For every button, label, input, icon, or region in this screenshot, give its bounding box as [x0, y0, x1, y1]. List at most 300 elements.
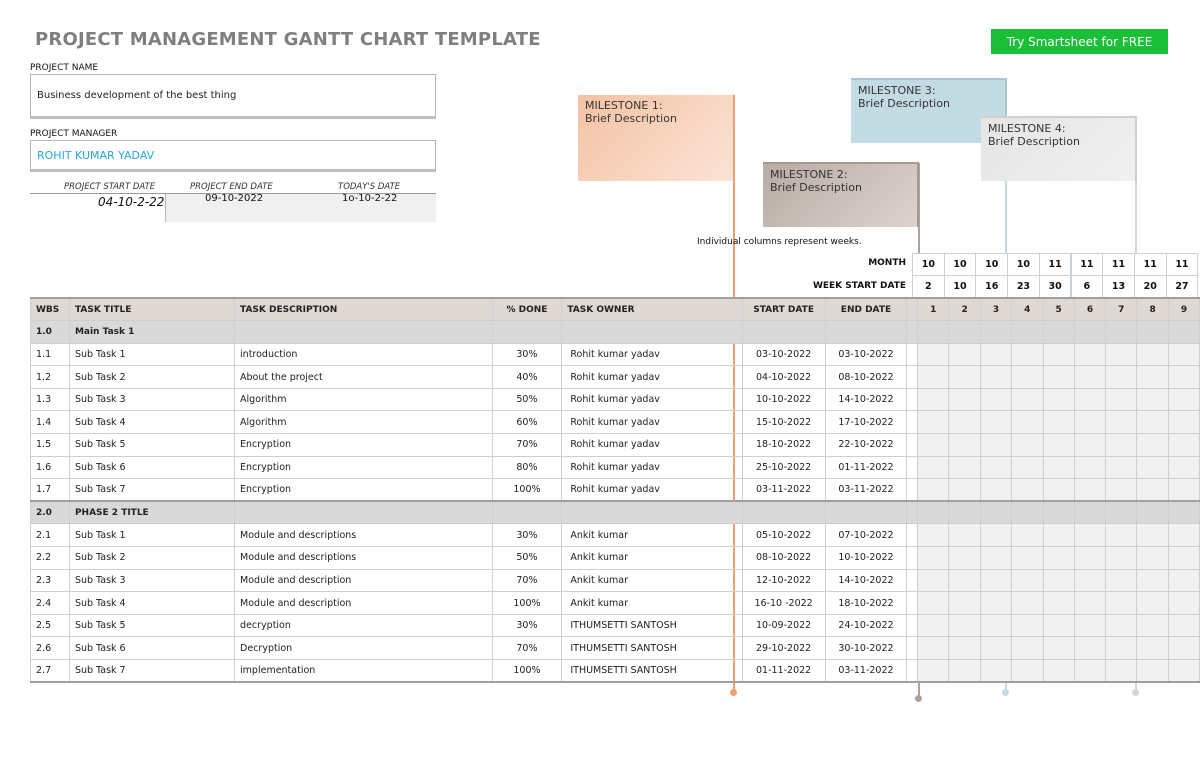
gantt-week-cell[interactable]: [918, 547, 949, 570]
cell-title[interactable]: Sub Task 7: [69, 479, 234, 502]
gantt-week-cell[interactable]: [1169, 569, 1200, 592]
task-row[interactable]: [31, 434, 1200, 457]
gantt-week-cell[interactable]: [981, 637, 1012, 660]
cell-owner[interactable]: Rohit kumar yadav: [562, 479, 742, 502]
cell-done[interactable]: 100%: [492, 592, 562, 615]
column-header-start: START DATE: [742, 298, 825, 321]
cell-wbs[interactable]: 1.7: [31, 479, 70, 502]
week-start-cell: 16: [975, 275, 1008, 298]
gantt-week-cell[interactable]: [1074, 411, 1106, 434]
gantt-week-cell[interactable]: [1137, 479, 1169, 502]
gantt-week-cell[interactable]: [1011, 524, 1043, 547]
gantt-week-cell[interactable]: [1137, 388, 1169, 411]
gantt-week-cell[interactable]: [1106, 660, 1137, 683]
gantt-week-cell[interactable]: [1011, 411, 1043, 434]
week-number-header: 8: [1137, 298, 1169, 321]
gantt-week-cell[interactable]: [1106, 366, 1137, 389]
gantt-week-cell[interactable]: [1074, 434, 1106, 457]
gantt-week-cell[interactable]: [981, 614, 1012, 637]
cell-end[interactable]: 14-10-2022: [825, 569, 907, 592]
cell-done[interactable]: 40%: [492, 366, 562, 389]
task-row[interactable]: [31, 614, 1200, 637]
gantt-week-cell[interactable]: [1169, 343, 1200, 366]
cell-title[interactable]: Sub Task 5: [69, 614, 234, 637]
cell-done[interactable]: 100%: [492, 660, 562, 683]
gantt-week-cell[interactable]: [1043, 411, 1074, 434]
gantt-week-cell[interactable]: [949, 479, 981, 502]
gantt-week-cell[interactable]: [918, 501, 949, 524]
spacer-cell: [907, 411, 918, 434]
gantt-week-cell[interactable]: [1043, 343, 1074, 366]
gantt-week-cell[interactable]: [918, 524, 949, 547]
gantt-week-cell[interactable]: [1106, 411, 1137, 434]
cell-done[interactable]: 80%: [492, 456, 562, 479]
cell-end[interactable]: 03-11-2022: [825, 660, 907, 683]
cell-done[interactable]: [492, 501, 562, 524]
cell-title[interactable]: Sub Task 7: [69, 660, 234, 683]
gantt-week-cell[interactable]: [1011, 456, 1043, 479]
cell-owner[interactable]: Ankit kumar: [562, 592, 742, 615]
task-row[interactable]: [31, 547, 1200, 570]
phase-row[interactable]: [31, 321, 1200, 344]
gantt-week-cell[interactable]: [1169, 411, 1200, 434]
cell-start[interactable]: 08-10-2022: [742, 547, 825, 570]
cell-wbs[interactable]: 1.4: [31, 411, 70, 434]
cell-wbs[interactable]: 1.0: [31, 321, 70, 344]
gantt-week-cell[interactable]: [949, 321, 981, 344]
cell-end[interactable]: 22-10-2022: [825, 434, 907, 457]
task-row[interactable]: [31, 388, 1200, 411]
gantt-week-cell[interactable]: [1137, 637, 1169, 660]
todays-date-value[interactable]: 1o-10-2-22: [342, 193, 398, 204]
cell-title[interactable]: Sub Task 1: [69, 524, 234, 547]
cell-desc[interactable]: Module and description: [235, 569, 493, 592]
gantt-week-cell[interactable]: [1106, 321, 1137, 344]
cell-owner[interactable]: Rohit kumar yadav: [562, 366, 742, 389]
gantt-week-cell[interactable]: [1137, 343, 1169, 366]
gantt-week-cell[interactable]: [1137, 660, 1169, 683]
cell-title[interactable]: PHASE 2 TITLE: [69, 501, 234, 524]
cell-wbs[interactable]: 2.4: [31, 592, 70, 615]
cell-done[interactable]: 50%: [492, 388, 562, 411]
cell-end[interactable]: 08-10-2022: [825, 366, 907, 389]
gantt-week-cell[interactable]: [1011, 321, 1043, 344]
gantt-week-cell[interactable]: [1043, 456, 1074, 479]
cell-end[interactable]: 18-10-2022: [825, 592, 907, 615]
gantt-week-cell[interactable]: [1137, 592, 1169, 615]
cell-start[interactable]: 04-10-2022: [742, 366, 825, 389]
cell-desc[interactable]: Module and descriptions: [235, 524, 493, 547]
cell-done[interactable]: 100%: [492, 479, 562, 502]
gantt-week-cell[interactable]: [1169, 501, 1200, 524]
cell-owner[interactable]: ITHUMSETTI SANTOSH: [562, 637, 742, 660]
task-row[interactable]: [31, 569, 1200, 592]
cell-done[interactable]: 70%: [492, 637, 562, 660]
cell-start[interactable]: [742, 501, 825, 524]
gantt-week-cell[interactable]: [1043, 321, 1074, 344]
cell-desc[interactable]: About the project: [235, 366, 493, 389]
gantt-week-cell[interactable]: [1074, 637, 1106, 660]
milestone-1-box[interactable]: [578, 95, 735, 181]
gantt-week-cell[interactable]: [981, 547, 1012, 570]
cell-start[interactable]: 01-11-2022: [742, 660, 825, 683]
gantt-week-cell[interactable]: [1137, 524, 1169, 547]
cell-owner[interactable]: [562, 501, 742, 524]
cell-wbs[interactable]: 2.0: [31, 501, 70, 524]
milestone-2-box[interactable]: [763, 162, 919, 227]
gantt-week-cell[interactable]: [949, 501, 981, 524]
task-row[interactable]: [31, 366, 1200, 389]
gantt-week-cell[interactable]: [1074, 524, 1106, 547]
cell-start[interactable]: 05-10-2022: [742, 524, 825, 547]
gantt-week-cell[interactable]: [1106, 614, 1137, 637]
cell-end[interactable]: [825, 501, 907, 524]
gantt-week-cell[interactable]: [1011, 660, 1043, 683]
cell-done[interactable]: 30%: [492, 524, 562, 547]
gantt-week-cell[interactable]: [918, 388, 949, 411]
gantt-week-cell[interactable]: [949, 592, 981, 615]
gantt-week-cell[interactable]: [981, 321, 1012, 344]
cell-end[interactable]: 01-11-2022: [825, 456, 907, 479]
gantt-week-cell[interactable]: [1106, 388, 1137, 411]
gantt-week-cell[interactable]: [1074, 547, 1106, 570]
gantt-week-cell[interactable]: [1011, 592, 1043, 615]
gantt-week-cell[interactable]: [1106, 479, 1137, 502]
cell-end[interactable]: 03-11-2022: [825, 479, 907, 502]
gantt-week-cell[interactable]: [1137, 434, 1169, 457]
cell-end[interactable]: 17-10-2022: [825, 411, 907, 434]
gantt-week-cell[interactable]: [1074, 614, 1106, 637]
gantt-week-cell[interactable]: [949, 547, 981, 570]
gantt-week-cell[interactable]: [1169, 524, 1200, 547]
try-smartsheet-button[interactable]: Try Smartsheet for FREE: [991, 29, 1168, 54]
phase-row[interactable]: [31, 501, 1200, 524]
cell-owner[interactable]: Rohit kumar yadav: [562, 456, 742, 479]
gantt-week-cell[interactable]: [1169, 592, 1200, 615]
gantt-week-cell[interactable]: [1137, 547, 1169, 570]
gantt-week-cell[interactable]: [1043, 434, 1074, 457]
cell-wbs[interactable]: 1.1: [31, 343, 70, 366]
gantt-week-cell[interactable]: [1074, 569, 1106, 592]
project-start-date-value[interactable]: 04-10-2-22: [98, 195, 165, 209]
gantt-week-cell[interactable]: [1106, 637, 1137, 660]
cell-desc[interactable]: Encryption: [235, 479, 493, 502]
gantt-week-cell[interactable]: [949, 366, 981, 389]
cell-start[interactable]: 15-10-2022: [742, 411, 825, 434]
cell-start[interactable]: 03-11-2022: [742, 479, 825, 502]
gantt-week-cell[interactable]: [1011, 501, 1043, 524]
gantt-week-cell[interactable]: [1043, 547, 1074, 570]
cell-wbs[interactable]: 1.2: [31, 366, 70, 389]
gantt-week-cell[interactable]: [981, 366, 1012, 389]
cell-desc[interactable]: Module and description: [235, 592, 493, 615]
gantt-week-cell[interactable]: [918, 660, 949, 683]
cell-end[interactable]: 03-10-2022: [825, 343, 907, 366]
cell-desc[interactable]: implementation: [235, 660, 493, 683]
gantt-week-cell[interactable]: [918, 614, 949, 637]
gantt-week-cell[interactable]: [949, 614, 981, 637]
week-number-header: 4: [1011, 298, 1043, 321]
cell-title[interactable]: Sub Task 4: [69, 592, 234, 615]
task-row[interactable]: [31, 660, 1200, 683]
cell-title[interactable]: Sub Task 3: [69, 388, 234, 411]
gantt-week-cell[interactable]: [949, 660, 981, 683]
cell-wbs[interactable]: 1.6: [31, 456, 70, 479]
cell-desc[interactable]: [235, 321, 493, 344]
cell-title[interactable]: Sub Task 6: [69, 456, 234, 479]
cell-owner[interactable]: Rohit kumar yadav: [562, 343, 742, 366]
gantt-week-cell[interactable]: [1106, 547, 1137, 570]
gantt-week-cell[interactable]: [1074, 660, 1106, 683]
gantt-week-cell[interactable]: [1074, 343, 1106, 366]
gantt-week-cell[interactable]: [918, 343, 949, 366]
gantt-week-cell[interactable]: [1074, 479, 1106, 502]
cell-owner[interactable]: ITHUMSETTI SANTOSH: [562, 660, 742, 683]
gantt-week-cell[interactable]: [949, 569, 981, 592]
gantt-week-cell[interactable]: [949, 524, 981, 547]
cell-title[interactable]: Sub Task 6: [69, 637, 234, 660]
cell-end[interactable]: 07-10-2022: [825, 524, 907, 547]
week-start-cell: 10: [944, 275, 977, 298]
gantt-week-cell[interactable]: [1011, 479, 1043, 502]
gantt-week-cell[interactable]: [981, 592, 1012, 615]
gantt-week-cell[interactable]: [1106, 456, 1137, 479]
gantt-week-cell[interactable]: [918, 637, 949, 660]
cell-owner[interactable]: ITHUMSETTI SANTOSH: [562, 614, 742, 637]
gantt-week-cell[interactable]: [1043, 366, 1074, 389]
task-row[interactable]: [31, 456, 1200, 479]
week-start-cell: 2: [912, 275, 945, 298]
gantt-week-cell[interactable]: [1137, 321, 1169, 344]
gantt-week-cell[interactable]: [918, 411, 949, 434]
cell-desc[interactable]: Module and descriptions: [235, 547, 493, 570]
gantt-week-cell[interactable]: [1169, 637, 1200, 660]
gantt-week-cell[interactable]: [1106, 343, 1137, 366]
gantt-week-cell[interactable]: [981, 456, 1012, 479]
cell-desc[interactable]: introduction: [235, 343, 493, 366]
gantt-week-cell[interactable]: [981, 411, 1012, 434]
milestone-3-marker[interactable]: [1002, 689, 1009, 696]
gantt-week-cell[interactable]: [1043, 637, 1074, 660]
cell-start[interactable]: 10-10-2022: [742, 388, 825, 411]
gantt-week-cell[interactable]: [918, 592, 949, 615]
gantt-week-cell[interactable]: [1043, 660, 1074, 683]
cell-desc[interactable]: decryption: [235, 614, 493, 637]
gantt-week-cell[interactable]: [1011, 366, 1043, 389]
column-header-done: % DONE: [492, 298, 562, 321]
gantt-week-cell[interactable]: [918, 321, 949, 344]
gantt-week-cell[interactable]: [1074, 592, 1106, 615]
task-row[interactable]: [31, 524, 1200, 547]
cell-desc[interactable]: Decryption: [235, 637, 493, 660]
cell-start[interactable]: 12-10-2022: [742, 569, 825, 592]
cell-owner[interactable]: Rohit kumar yadav: [562, 434, 742, 457]
cell-wbs[interactable]: 2.6: [31, 637, 70, 660]
cell-title[interactable]: Main Task 1: [69, 321, 234, 344]
gantt-week-cell[interactable]: [1011, 343, 1043, 366]
gantt-week-cell[interactable]: [949, 434, 981, 457]
cell-start[interactable]: [742, 321, 825, 344]
task-row[interactable]: [31, 343, 1200, 366]
task-row[interactable]: [31, 637, 1200, 660]
gantt-week-cell[interactable]: [1074, 388, 1106, 411]
gantt-week-cell[interactable]: [918, 456, 949, 479]
spacer-cell: [907, 456, 918, 479]
gantt-week-cell[interactable]: [981, 479, 1012, 502]
cell-title[interactable]: Sub Task 2: [69, 547, 234, 570]
cell-wbs[interactable]: 2.3: [31, 569, 70, 592]
gantt-week-cell[interactable]: [1043, 501, 1074, 524]
gantt-week-cell[interactable]: [1169, 434, 1200, 457]
cell-title[interactable]: Sub Task 2: [69, 366, 234, 389]
gantt-week-cell[interactable]: [1106, 592, 1137, 615]
cell-title[interactable]: Sub Task 3: [69, 569, 234, 592]
cell-wbs[interactable]: 2.1: [31, 524, 70, 547]
gantt-week-cell[interactable]: [1106, 501, 1137, 524]
gantt-week-cell[interactable]: [1043, 479, 1074, 502]
milestone-2-marker[interactable]: [915, 695, 922, 702]
gantt-week-cell[interactable]: [1043, 592, 1074, 615]
cell-done[interactable]: 60%: [492, 411, 562, 434]
project-name-field[interactable]: [30, 74, 436, 119]
project-end-date-value[interactable]: 09-10-2022: [205, 193, 264, 204]
gantt-week-cell[interactable]: [1011, 434, 1043, 457]
gantt-week-cell[interactable]: [1043, 614, 1074, 637]
gantt-week-cell[interactable]: [981, 524, 1012, 547]
milestone-4-box[interactable]: [981, 116, 1137, 181]
project-manager-value: ROHIT KUMAR YADAV: [37, 148, 155, 162]
gantt-week-cell[interactable]: [981, 343, 1012, 366]
gantt-week-cell[interactable]: [949, 343, 981, 366]
cell-desc[interactable]: Algorithm: [235, 411, 493, 434]
gantt-week-cell[interactable]: [1137, 569, 1169, 592]
cell-done[interactable]: 50%: [492, 547, 562, 570]
gantt-week-cell[interactable]: [1043, 569, 1074, 592]
cell-start[interactable]: 10-09-2022: [742, 614, 825, 637]
gantt-week-cell[interactable]: [1169, 366, 1200, 389]
gantt-week-cell[interactable]: [918, 366, 949, 389]
gantt-week-cell[interactable]: [1169, 479, 1200, 502]
cell-wbs[interactable]: 2.7: [31, 660, 70, 683]
cell-end[interactable]: 10-10-2022: [825, 547, 907, 570]
cell-start[interactable]: 25-10-2022: [742, 456, 825, 479]
gantt-week-cell[interactable]: [949, 637, 981, 660]
cell-title[interactable]: Sub Task 4: [69, 411, 234, 434]
cell-title[interactable]: Sub Task 1: [69, 343, 234, 366]
cell-wbs[interactable]: 2.5: [31, 614, 70, 637]
gantt-week-cell[interactable]: [981, 660, 1012, 683]
task-row[interactable]: [31, 411, 1200, 434]
project-manager-field[interactable]: [30, 140, 436, 172]
cell-done[interactable]: 70%: [492, 569, 562, 592]
gantt-week-cell[interactable]: [981, 434, 1012, 457]
cell-desc[interactable]: [235, 501, 493, 524]
column-header-desc: TASK DESCRIPTION: [235, 298, 493, 321]
gantt-week-cell[interactable]: [1074, 321, 1106, 344]
gantt-week-cell[interactable]: [1011, 547, 1043, 570]
cell-start[interactable]: 03-10-2022: [742, 343, 825, 366]
cell-desc[interactable]: Encryption: [235, 434, 493, 457]
weeks-note: Individual columns represent weeks.: [697, 237, 862, 247]
cell-owner[interactable]: Ankit kumar: [562, 547, 742, 570]
gantt-week-cell[interactable]: [1137, 366, 1169, 389]
cell-desc[interactable]: Encryption: [235, 456, 493, 479]
month-cell: 11: [1134, 253, 1167, 276]
gantt-week-cell[interactable]: [1106, 434, 1137, 457]
cell-owner[interactable]: Rohit kumar yadav: [562, 411, 742, 434]
gantt-week-cell[interactable]: [1137, 501, 1169, 524]
gantt-week-cell[interactable]: [981, 501, 1012, 524]
gantt-week-cell[interactable]: [1169, 660, 1200, 683]
gantt-week-cell[interactable]: [1169, 547, 1200, 570]
cell-done[interactable]: [492, 321, 562, 344]
gantt-week-cell[interactable]: [1169, 456, 1200, 479]
cell-wbs[interactable]: 1.3: [31, 388, 70, 411]
cell-start[interactable]: 18-10-2022: [742, 434, 825, 457]
cell-end[interactable]: 14-10-2022: [825, 388, 907, 411]
task-row[interactable]: [31, 479, 1200, 502]
gantt-week-cell[interactable]: [949, 411, 981, 434]
gantt-week-cell[interactable]: [1043, 524, 1074, 547]
milestone-4-marker[interactable]: [1132, 689, 1139, 696]
gantt-week-cell[interactable]: [1074, 456, 1106, 479]
gantt-week-cell[interactable]: [949, 456, 981, 479]
gantt-week-cell[interactable]: [1137, 411, 1169, 434]
week-number-header: 9: [1169, 298, 1200, 321]
gantt-week-cell[interactable]: [1137, 614, 1169, 637]
gantt-week-cell[interactable]: [1043, 388, 1074, 411]
todays-date-label: TODAY'S DATE: [338, 182, 401, 192]
cell-done[interactable]: 70%: [492, 434, 562, 457]
gantt-week-cell[interactable]: [1106, 569, 1137, 592]
gantt-week-cell[interactable]: [918, 479, 949, 502]
gantt-week-cell[interactable]: [1137, 456, 1169, 479]
gantt-week-cell[interactable]: [949, 388, 981, 411]
gantt-week-cell[interactable]: [1169, 614, 1200, 637]
gantt-week-cell[interactable]: [918, 434, 949, 457]
cell-done[interactable]: 30%: [492, 614, 562, 637]
cell-wbs[interactable]: 1.5: [31, 434, 70, 457]
cell-done[interactable]: 30%: [492, 343, 562, 366]
gantt-week-cell[interactable]: [1011, 569, 1043, 592]
cell-title[interactable]: Sub Task 5: [69, 434, 234, 457]
cell-start[interactable]: 16-10 -2022: [742, 592, 825, 615]
gantt-week-cell[interactable]: [1169, 321, 1200, 344]
cell-owner[interactable]: Ankit kumar: [562, 569, 742, 592]
task-row[interactable]: [31, 592, 1200, 615]
gantt-week-cell[interactable]: [1074, 501, 1106, 524]
gantt-week-cell[interactable]: [981, 388, 1012, 411]
gantt-week-cell[interactable]: [1011, 388, 1043, 411]
cell-wbs[interactable]: 2.2: [31, 547, 70, 570]
gantt-week-cell[interactable]: [918, 569, 949, 592]
cell-end[interactable]: 24-10-2022: [825, 614, 907, 637]
gantt-week-cell[interactable]: [1169, 388, 1200, 411]
cell-owner[interactable]: Rohit kumar yadav: [562, 388, 742, 411]
milestone-1-marker[interactable]: [730, 689, 737, 696]
cell-owner[interactable]: Ankit kumar: [562, 524, 742, 547]
cell-end[interactable]: [825, 321, 907, 344]
cell-desc[interactable]: Algorithm: [235, 388, 493, 411]
cell-owner[interactable]: [562, 321, 742, 344]
cell-start[interactable]: 29-10-2022: [742, 637, 825, 660]
gantt-week-cell[interactable]: [1011, 614, 1043, 637]
gantt-week-cell[interactable]: [1106, 524, 1137, 547]
gantt-week-cell[interactable]: [1011, 637, 1043, 660]
cell-end[interactable]: 30-10-2022: [825, 637, 907, 660]
gantt-week-cell[interactable]: [981, 569, 1012, 592]
gantt-week-cell[interactable]: [1074, 366, 1106, 389]
